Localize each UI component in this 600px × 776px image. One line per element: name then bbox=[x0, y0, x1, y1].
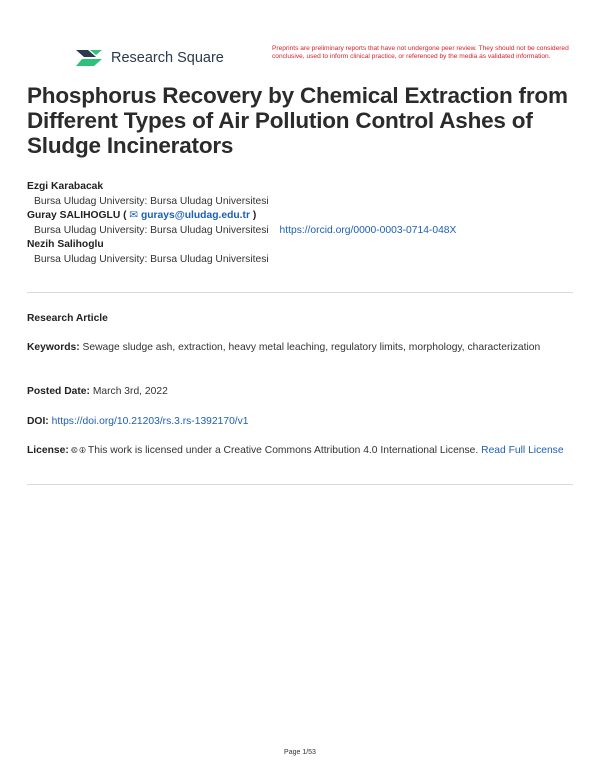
author-email-link[interactable]: gurays@uludag.edu.tr bbox=[140, 210, 250, 221]
read-full-license-link[interactable]: Read Full License bbox=[481, 445, 564, 456]
paper-title: Phosphorus Recovery by Chemical Extraction from Different Types of Air Pollution Control Ashes of Sludge Incinerators bbox=[27, 83, 568, 158]
article-type: Research Article bbox=[27, 313, 108, 324]
author-affiliation: Bursa Uludag University: Bursa Uludag Universitesi bbox=[34, 196, 269, 207]
doi-link[interactable]: https://doi.org/10.21203/rs.3.rs-1392170/v1 bbox=[51, 416, 249, 427]
keywords: Keywords: Sewage sludge ash, extraction, heavy metal leaching, regulatory limits, morphology, characterization bbox=[27, 342, 541, 353]
divider bbox=[27, 292, 573, 293]
license: License: 🅭 🅯 This work is licensed under a Creative Commons Attribution 4.0 International License. Read Full License bbox=[27, 445, 564, 456]
creative-commons-icon: 🅭 🅯 bbox=[71, 445, 86, 455]
author-list bbox=[27, 180, 577, 267]
preprint-disclaimer: Preprints are preliminary reports that have not undergone peer review. They should not be considered conclusive, used to inform clinical practice, or referenced by the media as validated information. bbox=[272, 45, 569, 61]
logo-wordmark: Research Square bbox=[111, 50, 224, 66]
keywords-text: Sewage sludge ash, extraction, heavy metal leaching, regulatory limits, morphology, characterization bbox=[82, 342, 541, 353]
author-name-corresponding: Guray SALIHOGLU ( ✉ gurays@uludag.edu.tr ) bbox=[27, 210, 257, 221]
orcid-link[interactable]: https://orcid.org/0000-0003-0714-048X bbox=[279, 225, 457, 236]
author-name: Ezgi Karabacak bbox=[27, 181, 104, 192]
page-number: Page 1/53 bbox=[284, 749, 316, 756]
posted-date: Posted Date: March 3rd, 2022 bbox=[27, 386, 168, 397]
doi: DOI: https://doi.org/10.21203/rs.3.rs-1392170/v1 bbox=[27, 416, 249, 427]
email-icon: ✉ bbox=[129, 210, 139, 221]
author-affiliation: Bursa Uludag University: Bursa Uludag Universitesi https://orcid.org/0000-0003-0714-048X bbox=[34, 225, 457, 236]
author-affiliation: Bursa Uludag University: Bursa Uludag Universitesi bbox=[34, 254, 269, 265]
author-name: Nezih Salihoglu bbox=[27, 239, 104, 250]
research-square-logo-icon bbox=[74, 47, 104, 69]
divider bbox=[27, 484, 573, 485]
research-square-logo[interactable] bbox=[74, 47, 224, 69]
license-text: This work is licensed under a Creative Commons Attribution 4.0 International License. bbox=[87, 445, 479, 456]
